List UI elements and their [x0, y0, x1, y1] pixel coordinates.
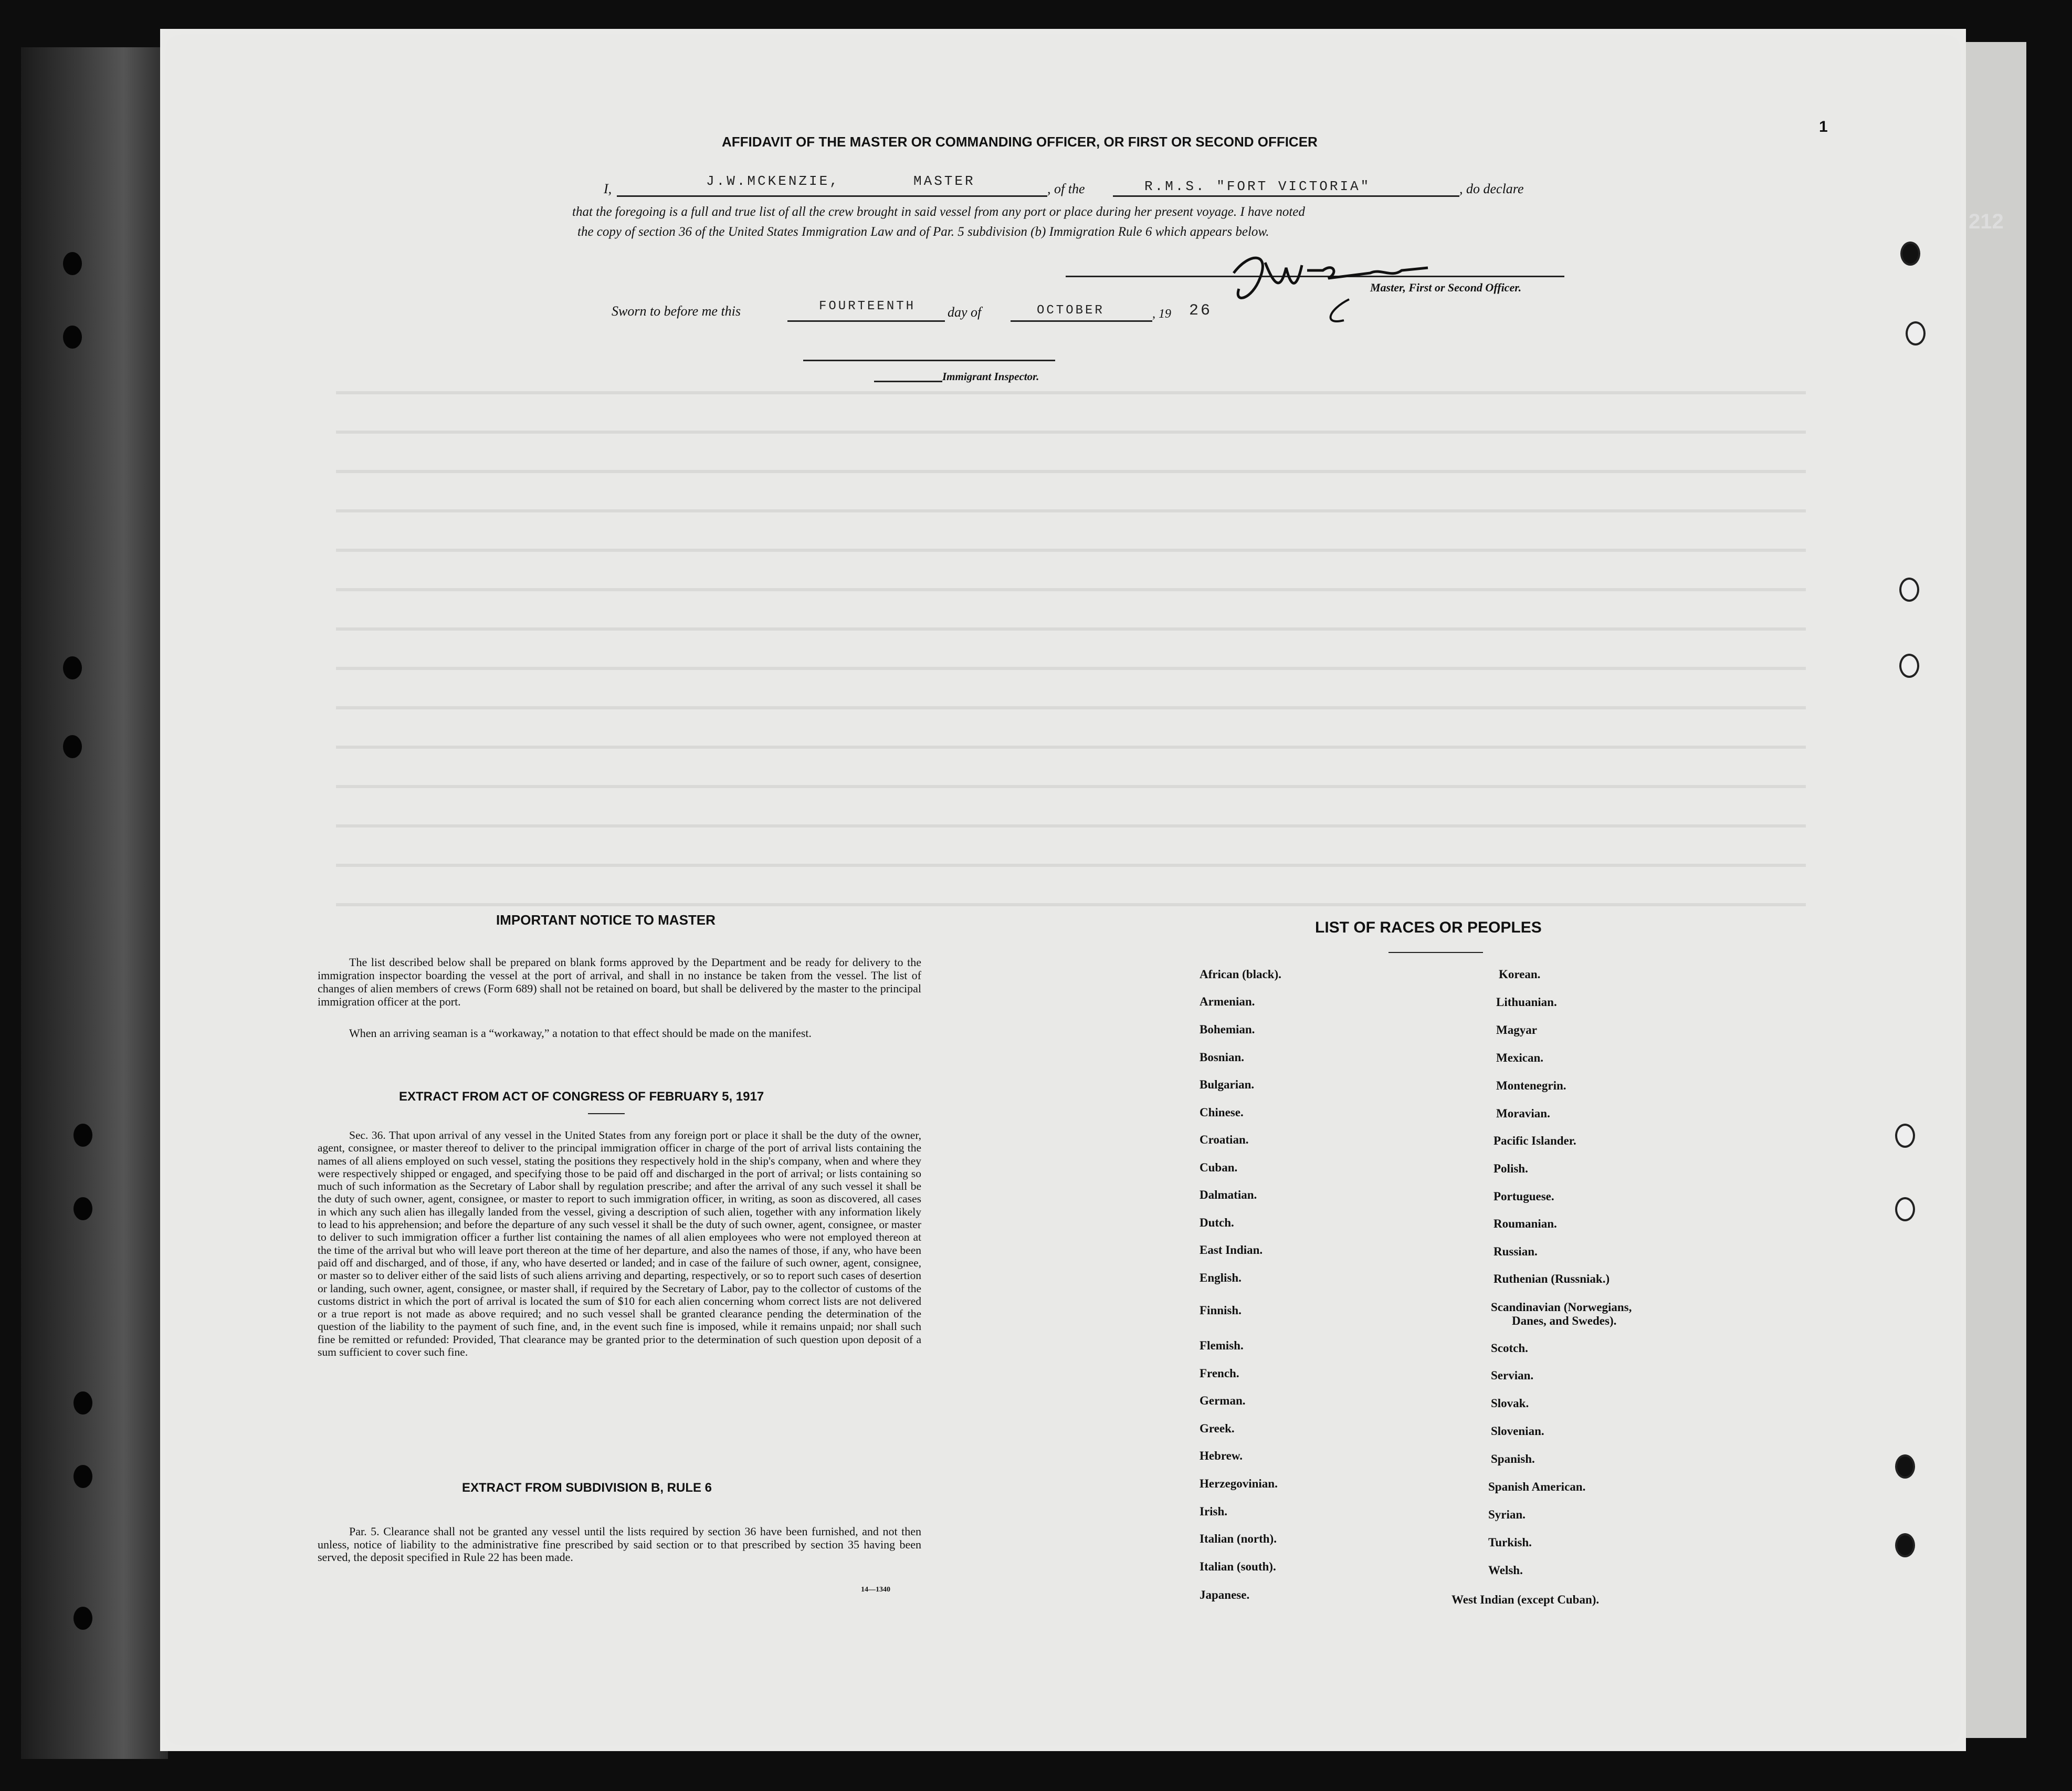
race-item: Pacific Islander. — [1493, 1134, 1576, 1147]
race-item: Bulgarian. — [1200, 1078, 1255, 1091]
race-item: Finnish. — [1200, 1304, 1242, 1317]
sworn-label: Sworn to before me this — [612, 303, 741, 319]
race-item: Italian (south). — [1200, 1560, 1276, 1573]
binding-hole — [73, 1197, 92, 1220]
race-item: German. — [1200, 1394, 1246, 1407]
race-item: Welsh. — [1488, 1564, 1523, 1577]
year-prefix: , 19 — [1152, 307, 1171, 321]
master-title: MASTER — [913, 173, 975, 189]
binding-hole — [63, 735, 82, 758]
race-item: Italian (north). — [1200, 1532, 1277, 1545]
affidavit-line-2: that the foregoing is a full and true list of all the crew brought in said vessel from any port or place during her present voyage. I have noted — [572, 205, 1305, 219]
binding-hole — [73, 1607, 92, 1630]
sworn-day-line — [787, 320, 945, 322]
race-item: Bosnian. — [1200, 1051, 1245, 1064]
race-item: Bohemian. — [1200, 1023, 1255, 1036]
race-item: Korean. — [1499, 968, 1541, 981]
binding-hole — [73, 1124, 92, 1147]
notice-heading: IMPORTANT NOTICE TO MASTER — [496, 912, 716, 928]
binding-hole — [63, 252, 82, 275]
form-number: 14—1340 — [861, 1586, 890, 1594]
inspector-line-2 — [874, 381, 942, 382]
race-item: Roumanian. — [1493, 1217, 1557, 1230]
race-item: Polish. — [1493, 1162, 1528, 1175]
punch-hole — [1900, 242, 1920, 266]
inspector-line-1 — [803, 360, 1055, 361]
notice-paragraph-1: The list described below shall be prepared on blank forms approved by the Department and be ready for delivery to the immigration inspector boarding the vessel at the port of arrival, and shall in no instance be taken from the vessel. The list of changes of alien members of crews (Form 689) shall not be retained on board, but shall be delivered by the master to the principal immigration officer at the port. — [318, 956, 921, 1008]
of-the-label: , of the — [1047, 181, 1085, 196]
race-item: Lithuanian. — [1496, 996, 1557, 1009]
master-name: J.W.MCKENZIE, — [706, 173, 840, 189]
race-item-continuation: Danes, and Swedes). — [1512, 1314, 1617, 1327]
race-item: Syrian. — [1488, 1508, 1526, 1521]
extract-rule-heading: EXTRACT FROM SUBDIVISION B, RULE 6 — [462, 1481, 712, 1495]
race-item: African (black). — [1200, 968, 1281, 981]
sworn-month: OCTOBER — [1037, 303, 1105, 318]
race-item: Magyar — [1496, 1023, 1537, 1036]
race-item: Flemish. — [1200, 1339, 1244, 1352]
affidavit-i-label: I, — [604, 181, 612, 196]
races-divider — [1389, 952, 1483, 953]
race-item: Greek. — [1200, 1422, 1235, 1435]
binding-hole — [63, 326, 82, 349]
race-item: Slovak. — [1491, 1397, 1529, 1410]
race-item: Russian. — [1493, 1245, 1538, 1258]
extract-act-heading: EXTRACT FROM ACT OF CONGRESS OF FEBRUARY 5, 1917 — [399, 1090, 764, 1104]
signature-caption: Master, First or Second Officer. — [1370, 281, 1522, 294]
race-item: Mexican. — [1496, 1051, 1544, 1064]
race-item: Montenegrin. — [1496, 1079, 1566, 1092]
punch-hole — [1895, 1197, 1915, 1221]
notice-paragraph-2: When an arriving seaman is a “workaway,” a notation to that effect should be made on the manifest. — [349, 1027, 812, 1040]
race-item: Cuban. — [1200, 1161, 1238, 1174]
race-item: Ruthenian (Russniak.) — [1493, 1272, 1610, 1285]
binding-edge — [21, 47, 168, 1759]
affidavit-heading: AFFIDAVIT OF THE MASTER OR COMMANDING OFFICER, OR FIRST OR SECOND OFFICER — [722, 134, 1318, 150]
race-item: Servian. — [1491, 1369, 1534, 1382]
punch-hole — [1895, 1533, 1915, 1557]
race-item: Spanish American. — [1488, 1480, 1586, 1493]
race-item: Moravian. — [1496, 1107, 1550, 1120]
do-declare-label: , do declare — [1459, 181, 1524, 196]
race-item: East Indian. — [1200, 1243, 1263, 1256]
race-item: Herzegovinian. — [1200, 1477, 1278, 1490]
race-item: Turkish. — [1488, 1536, 1532, 1549]
edge-page-number: 212 — [1969, 210, 2004, 233]
affidavit-line-3: the copy of section 36 of the United States Immigration Law and of Par. 5 subdivision (b) Immigration Rule 6 which appears below. — [577, 225, 1269, 239]
par-5-text: Par. 5. Clearance shall not be granted any vessel until the lists required by section 36 have been furnished, and not then unless, notice of liability to the administrative fine prescribed by said section or to that prescribed by section 35 having been served, the deposit specified in Rule 22 has been made. — [318, 1525, 921, 1564]
punch-hole — [1899, 578, 1919, 602]
binding-hole — [73, 1391, 92, 1415]
race-item: West Indian (except Cuban). — [1452, 1593, 1600, 1606]
page-number: 1 — [1819, 118, 1828, 135]
race-item: Scotch. — [1491, 1342, 1528, 1355]
race-item: Armenian. — [1200, 995, 1255, 1008]
binding-hole — [63, 656, 82, 679]
sworn-day: FOURTEENTH — [819, 299, 916, 313]
race-item: French. — [1200, 1367, 1239, 1380]
sworn-year: 26 — [1189, 302, 1213, 320]
race-item: Hebrew. — [1200, 1449, 1243, 1462]
race-item: Dutch. — [1200, 1216, 1234, 1229]
races-heading: LIST OF RACES OR PEOPLES — [1315, 919, 1542, 936]
section-36-text: Sec. 36. That upon arrival of any vessel in the United States from any foreign port or place it shall be the duty of the owner, agent, consignee, or master thereof to deliver to the principal immigration officer in charge of the port of arrival lists containing the names of all aliens employed on such vessel, stating the positions they respectively hold in the ship's company, when and where they were respectively shipped or engaged, and specifying those to be paid off and discharged in the port of arrival; or lists containing so much of such information as the Secretary of Labor shall by regulation prescribe; and after the arrival of any such vessel it shall be the duty of such owner, agent, consignee, or master to report to such immigration officer, in writing, as soon as discovered, all cases in which any such alien has illegally landed from the vessel, giving a description of such alien, together with any information likely to lead to his apprehension; and before the departure of any such vessel it shall be the duty of such owner, agent, consignee, or master to deliver to such immigration officer a further list containing the names of all alien employees who were not employed thereon at the time of the arrival but who will leave port thereon at the time of her departure, and also the names of those, if any, who have been paid off and discharged, and of those, if any, who have deserted or landed; and in case of the failure of such owner, agent, consignee, or master so to deliver either of the said lists of such aliens arriving and departing, respectively, or so to report such cases of desertion or landing, such owner, agent, consignee, or master shall, if required by the Secretary of Labor, pay to the collector of customs of the customs district in which the port of arrival is located the sum of $10 for each alien concerning whom correct lists are not delivered or a true report is not made as above required; and no such vessel shall be granted clearance pending the determination of the question of the liability to the payment of such fine, and, in the event such fine is imposed, while it remains unpaid; nor shall such fine be remitted or refunded: Provided, That clearance may be granted prior to the determination of such question upon deposit of a sum sufficient to cover such fine. — [318, 1129, 921, 1359]
race-item: Croatian. — [1200, 1133, 1249, 1146]
vessel-line — [1113, 195, 1459, 197]
divider — [588, 1113, 625, 1114]
race-item: English. — [1200, 1271, 1242, 1284]
punch-hole — [1899, 654, 1919, 678]
race-item: Scandinavian (Norwegians, — [1491, 1301, 1632, 1314]
document-page — [160, 29, 1966, 1751]
vessel-name: R.M.S. "FORT VICTORIA" — [1144, 179, 1371, 194]
punch-hole — [1906, 321, 1926, 345]
race-item: Chinese. — [1200, 1106, 1244, 1119]
race-item: Irish. — [1200, 1505, 1228, 1518]
race-item: Japanese. — [1200, 1588, 1250, 1601]
binding-hole — [73, 1465, 92, 1488]
day-of-label: day of — [948, 305, 982, 320]
inspector-caption: Immigrant Inspector. — [942, 370, 1039, 383]
punch-hole — [1895, 1124, 1915, 1148]
master-name-line — [617, 195, 1047, 197]
sworn-month-line — [1011, 320, 1152, 322]
punch-hole — [1895, 1454, 1915, 1479]
race-item: Spanish. — [1491, 1452, 1535, 1465]
race-item: Portuguese. — [1493, 1190, 1554, 1203]
race-item: Slovenian. — [1491, 1425, 1544, 1438]
race-item: Dalmatian. — [1200, 1188, 1257, 1201]
